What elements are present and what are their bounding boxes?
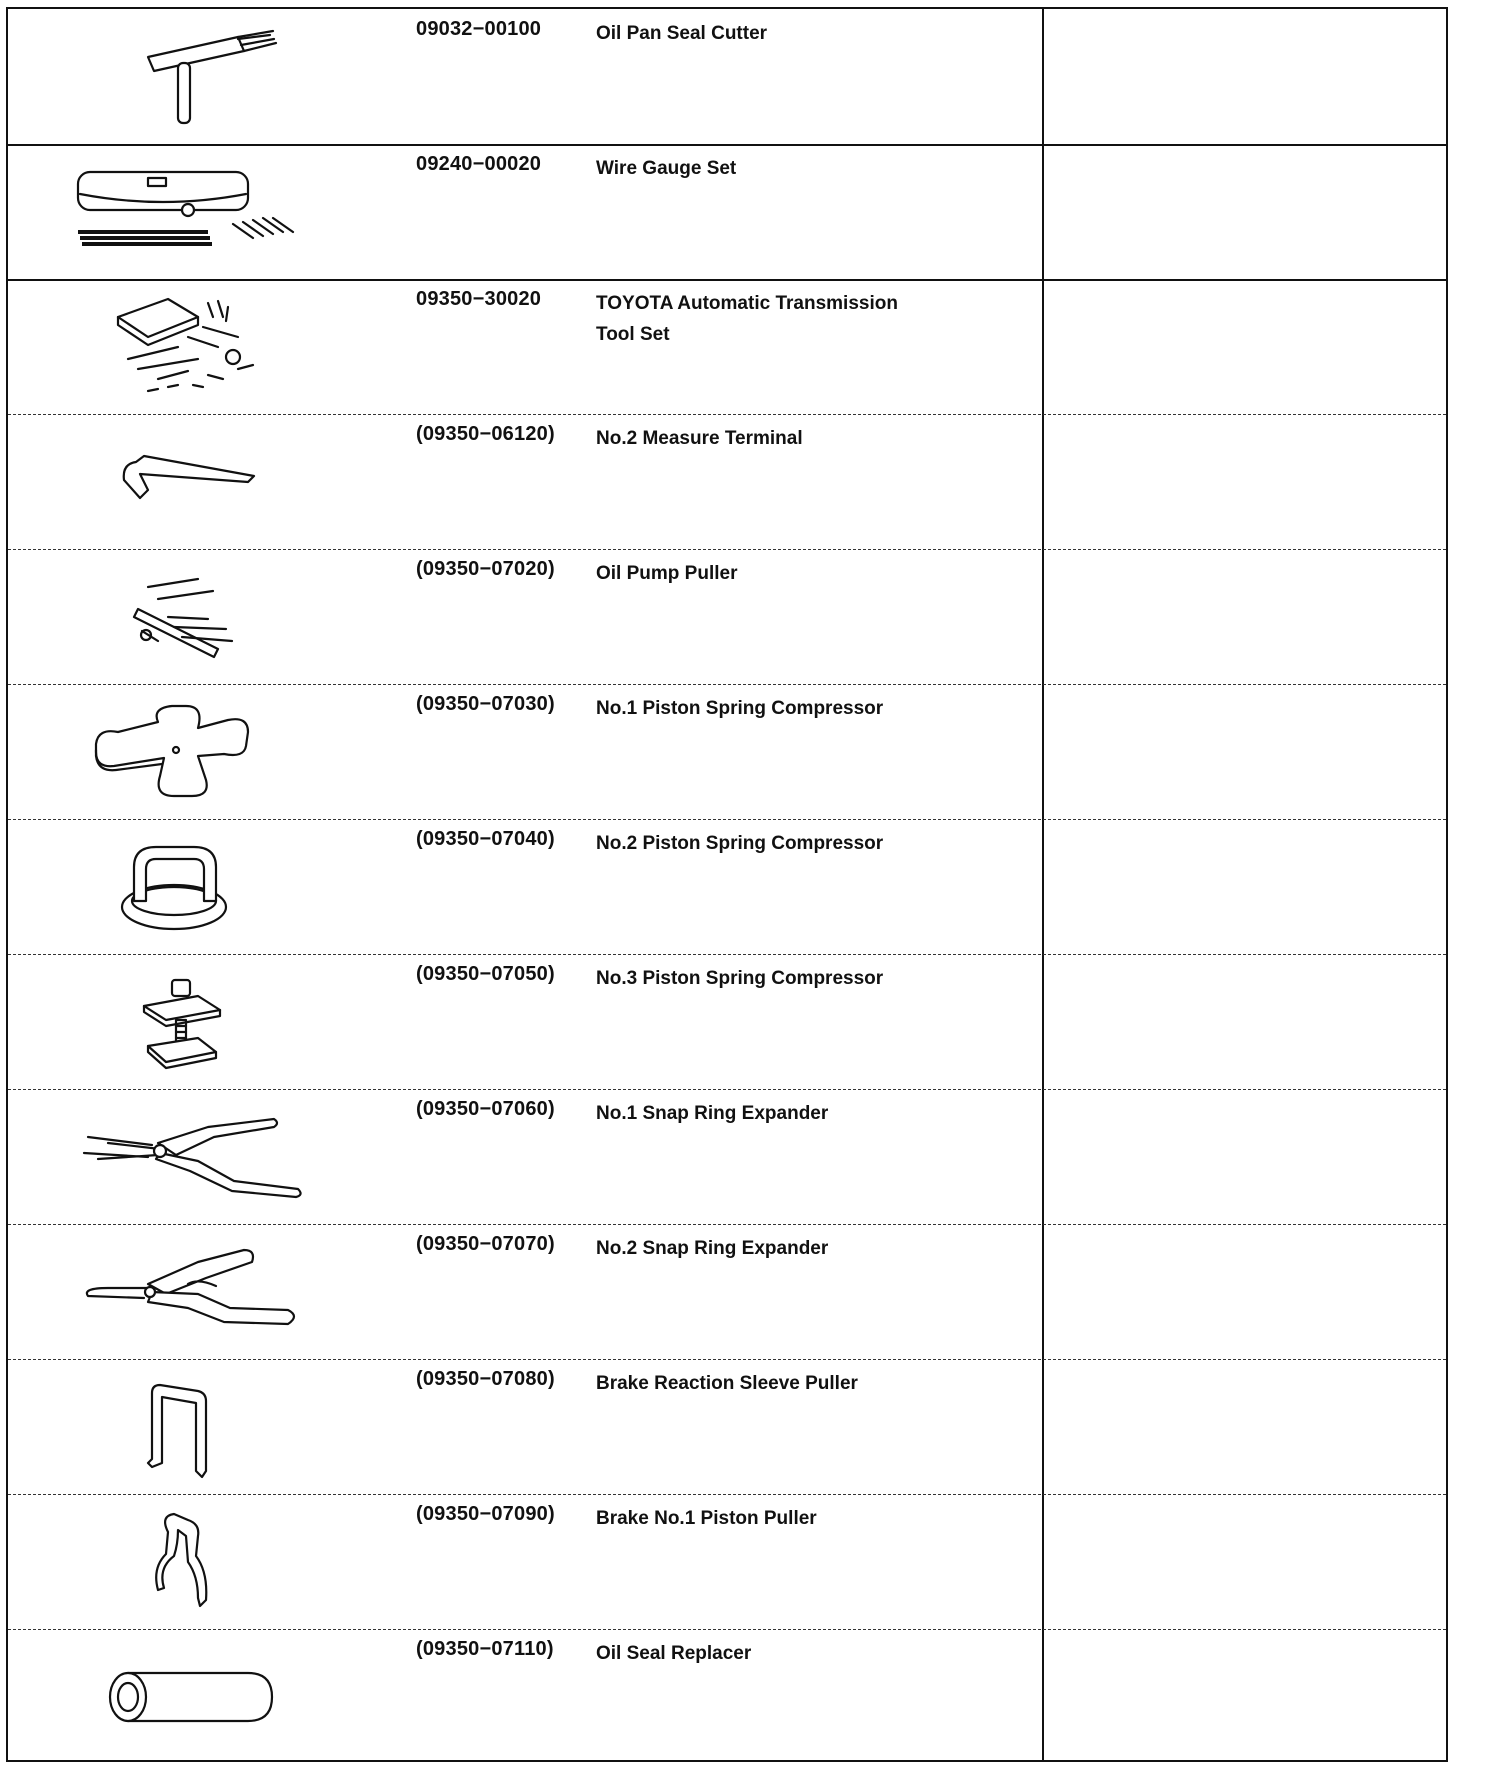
notes-cell [1044,1224,1444,1358]
table-row [8,819,1446,955]
wire-gauge-set-icon [48,152,338,272]
part-number: (09350−07070) [416,1233,555,1255]
part-number: (09350−06120) [416,423,555,445]
bolt-compressor-icon [48,962,338,1082]
notes-cell [1044,1089,1444,1223]
table-row [8,1089,1446,1225]
notes-cell [1044,1629,1444,1763]
tool-name: Oil Seal Replacer [596,1643,752,1664]
tool-name: No.1 Piston Spring Compressor [596,698,884,719]
part-number: (09350−07050) [416,963,555,985]
tool-name: No.2 Piston Spring Compressor [596,833,884,854]
piston-puller-icon [48,1502,338,1622]
cross-compressor-icon [48,692,338,812]
part-number: (09350−07090) [416,1503,555,1525]
notes-cell [1044,1359,1444,1493]
tool-name: Oil Pan Seal Cutter [596,23,768,44]
notes-cell [1044,144,1444,278]
table-row [8,1224,1446,1360]
part-number: 09032−00100 [416,18,542,40]
table-row [8,954,1446,1090]
table-row [8,414,1446,550]
part-number: (09350−07080) [416,1368,555,1390]
notes-cell [1044,954,1444,1088]
table-row [8,1629,1446,1762]
tool-name: Oil Pump Puller [596,563,738,584]
notes-cell [1044,9,1444,143]
tool-set-icon [48,287,338,407]
tool-name: No.1 Snap Ring Expander [596,1103,829,1124]
part-number: (09350−07060) [416,1098,555,1120]
part-number: (09350−07040) [416,828,555,850]
table-row [8,9,1446,146]
tool-name: Brake Reaction Sleeve Puller [596,1373,858,1394]
part-number: 09240−00020 [416,153,542,175]
notes-cell [1044,549,1444,683]
tool-name: No.2 Measure Terminal [596,428,803,449]
measure-terminal-icon [48,422,338,542]
table-row [8,279,1446,415]
table-row [8,549,1446,685]
part-number: 09350−30020 [416,288,542,310]
notes-cell [1044,414,1444,548]
snap-ring-expander-icon [48,1232,338,1352]
seal-cutter-icon [48,17,338,137]
tool-name: No.3 Piston Spring Compressor [596,968,884,989]
table-row [8,1494,1446,1630]
snap-ring-pliers-icon [48,1097,338,1217]
notes-cell [1044,684,1444,818]
table-row [8,144,1446,281]
special-tools-table [6,7,1448,1762]
part-number: (09350−07030) [416,693,555,715]
oil-pump-puller-icon [48,557,338,677]
notes-cell [1044,279,1444,413]
notes-cell [1044,819,1444,953]
sleeve-puller-icon [48,1367,338,1487]
tool-name: TOYOTA Automatic Transmission Tool Set [596,293,898,345]
oil-seal-replacer-icon [48,1637,338,1757]
table-row [8,1359,1446,1495]
tool-name: No.2 Snap Ring Expander [596,1238,829,1259]
part-number: (09350−07020) [416,558,555,580]
notes-cell [1044,1494,1444,1628]
tool-name: Brake No.1 Piston Puller [596,1508,817,1529]
table-row [8,684,1446,820]
ring-compressor-icon [48,827,338,947]
tool-name: Wire Gauge Set [596,158,737,179]
part-number: (09350−07110) [416,1638,554,1660]
